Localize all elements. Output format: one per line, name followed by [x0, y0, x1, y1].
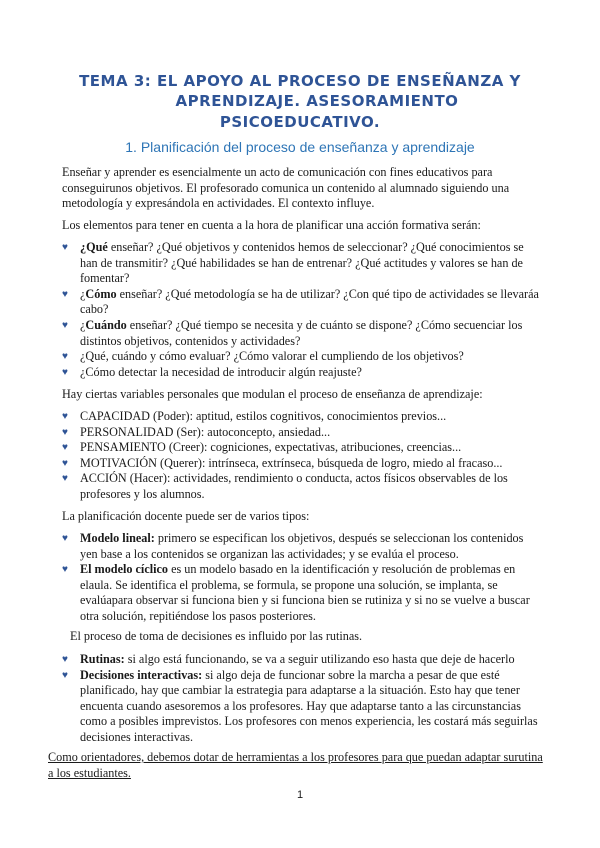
- list-item: ♥ ¿Qué, cuándo y cómo evaluar? ¿Cómo valorar el cumpliendo de los objetivos?: [62, 349, 464, 364]
- title-line-1: TEMA 3: EL APOYO AL PROCESO DE ENSEÑANZA Y: [79, 72, 521, 90]
- variables-list: [62, 409, 540, 503]
- title-line-2: APRENDIZAJE. ASESORAMIENTO: [175, 92, 459, 110]
- heart-bullet-icon: ♥: [62, 442, 68, 454]
- list-item: ♥ Modelo lineal: primero se especifican los objetivos, después se seleccionan los contenidos yen base a los contenidos se organizan las actividades; y se evalúa el proceso.: [62, 531, 524, 561]
- list-item: ♥ ¿Cuándo enseñar? ¿Qué tiempo se necesita y de cuánto se dispone? ¿Cómo secuenciar los distintos objetivos, contenidos y actividades?: [62, 317, 523, 348]
- heart-bullet-icon: ♥: [62, 319, 68, 331]
- intro-paragraph: Enseñar y aprender es esencialmente un acto de comunicación con fines educativos para conseguirunos objetivos. El profesorado comunica un contenido al alumnado siguiendo una metodología y expresándola en actividades. El contexto influye.: [62, 165, 510, 211]
- list-item: ♥ El modelo cíclico es un modelo basado en la identificación y resolución de problemas en elaula. Se identifica el problema, se formula, se propone una solución, se implanta, se evalúapara observar si funciona bien y si funciona bien se rutiniza y si no se vuelve a buscar otra solución, repitiéndose los pasos posteriores.: [62, 562, 530, 623]
- list-item: ♥ MOTIVACIÓN (Querer): intrínseca, extrínseca, búsqueda de logro, miedo al fracaso...: [62, 455, 503, 470]
- heart-bullet-icon: ♥: [62, 457, 68, 469]
- page-number: 1: [296, 789, 304, 801]
- elements-list: [62, 240, 540, 380]
- heart-bullet-icon: ♥: [62, 411, 68, 422]
- list-item: ♥ PERSONALIDAD (Ser): autoconcepto, ansiedad...: [62, 424, 331, 439]
- list-item: ♥ Decisiones interactivas: si algo deja de funcionar sobre la marcha a pesar de que esté planificado, hay que cambiar la estrategia para adaptarse a la situación. Esto hay que tener encuenta cuando asesoremos a los profesores. Hay que adaptarse tanto a las circunstancias como a posibles imprevistos. Los profesores con menos experiencia, les costará más seguirlas decisiones interactivas.: [62, 667, 538, 744]
- heart-bullet-icon: ♥: [62, 242, 68, 253]
- decision-intro: El proceso de toma de decisiones es influido por las rutinas.: [70, 629, 363, 643]
- heart-bullet-icon: ♥: [62, 288, 68, 300]
- planning-list: [62, 531, 540, 625]
- list-item: ♥ CAPACIDAD (Poder): aptitud, estilos cognitivos, conocimientos previos...: [62, 409, 447, 423]
- list-item: ♥ ACCIÓN (Hacer): actividades, rendimiento o conducta, actos físicos observables de los profesores y los alumnos.: [62, 471, 508, 501]
- heart-bullet-icon: ♥: [62, 669, 68, 681]
- list-item: ♥ PENSAMIENTO (Creer): cogniciones, expectativas, atribuciones, creencias...: [62, 440, 462, 455]
- list-item: ♥ ¿Cómo enseñar? ¿Qué metodología se ha de utilizar? ¿Con qué tipo de actividades se llevaráa cabo?: [62, 286, 539, 317]
- list-item: ♥ ¿Cómo detectar la necesidad de introducir algún reajuste?: [62, 364, 362, 379]
- heart-bullet-icon: ♥: [62, 533, 68, 544]
- decision-list: [62, 652, 540, 746]
- planning-intro: La planificación docente puede ser de varios tipos:: [62, 509, 310, 523]
- heart-bullet-icon: ♥: [62, 473, 68, 485]
- title-line-3: PSICOEDUCATIVO.: [219, 113, 381, 131]
- heart-bullet-icon: ♥: [62, 366, 68, 378]
- heart-bullet-icon: ♥: [62, 564, 68, 576]
- heart-bullet-icon: ♥: [62, 351, 68, 363]
- heart-bullet-icon: ♥: [62, 654, 68, 665]
- variables-intro: Hay ciertas variables personales que modulan el proceso de enseñanza de aprendizaje:: [62, 387, 483, 401]
- section-heading: 1. Planificación del proceso de enseñanza y aprendizaje: [125, 139, 475, 155]
- elements-intro: Los elementos para tener en cuenta a la hora de planificar una acción formativa serán:: [62, 218, 481, 232]
- list-item: ♥ Rutinas: si algo está funcionando, se va a seguir utilizando eso hasta que deje de hacerlo: [62, 652, 515, 666]
- heart-bullet-icon: ♥: [62, 426, 68, 438]
- list-item: ♥ ¿Qué enseñar? ¿Qué objetivos y contenidos hemos de seleccionar? ¿Qué conocimientos se han de transmitir? ¿Qué habilidades se han de entrenar? ¿Qué actitudes y valores se han de fomentar?: [62, 240, 524, 286]
- closing-paragraph: Como orientadores, debemos dotar de herramientas a los profesores para que puedan adaptar surutina a los estudiantes.: [48, 750, 543, 780]
